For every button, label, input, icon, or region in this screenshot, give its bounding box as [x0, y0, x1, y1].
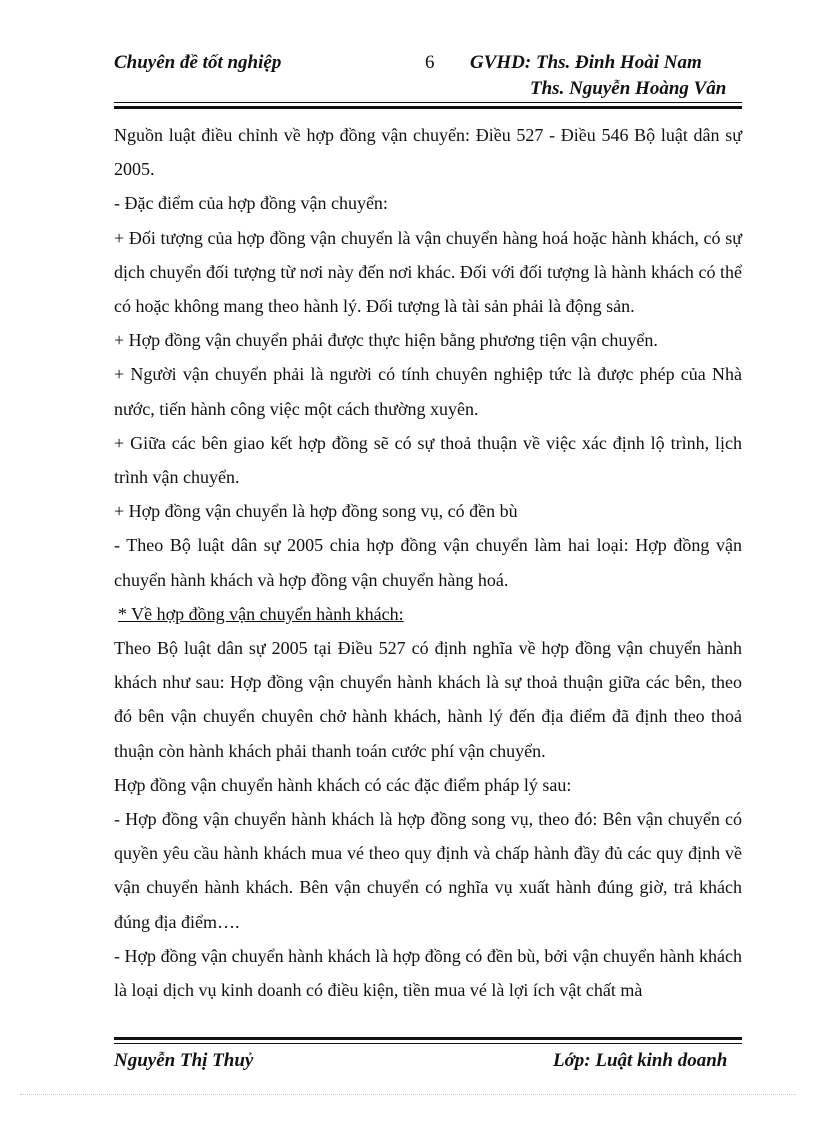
paragraph: + Hợp đồng vận chuyển là hợp đồng song vụ, có đền bù	[114, 501, 518, 522]
header-rule-thin	[114, 102, 742, 103]
advisor-line-1: GVHD: Ths. Đinh Hoài Nam	[470, 52, 702, 73]
paragraph: + Đối tượng của hợp đồng vận chuyển là vận chuyển hàng hoá hoặc hành khách, có sự dịch chuyển đối tượng từ nơi này đến nơi khác. Đối với đối tượng là hành khách có thể có hoặc không mang theo hành lý. Đối tượng là tài sản phải là động sản.	[114, 227, 742, 317]
paragraph: Hợp đồng vận chuyển hành khách có các đặc điểm pháp lý sau:	[114, 774, 572, 795]
section-heading-text: * Về hợp đồng vận chuyển hành khách:	[118, 603, 404, 624]
paragraph: + Giữa các bên giao kết hợp đồng sẽ có sự thoả thuận về việc xác định lộ trình, lịch trình vận chuyển.	[114, 432, 742, 488]
footer-rule-thick	[114, 1037, 742, 1040]
paragraph: Nguồn luật điều chỉnh về hợp đồng vận chuyển: Điều 527 - Điều 546 Bộ luật dân sự 2005.	[114, 125, 742, 180]
paragraph: - Theo Bộ luật dân sự 2005 chia hợp đồng vận chuyển làm hai loại: Hợp đồng vận chuyển hành khách và hợp đồng vận chuyển hàng hoá.	[114, 535, 742, 590]
paragraph: Theo Bộ luật dân sự 2005 tại Điều 527 có định nghĩa về hợp đồng vận chuyển hành khách như sau: Hợp đồng vận chuyển hành khách là sự thoả thuận giữa các bên, theo đó bên vận chuyển chuyên chở hành khách, hành lý đến địa điểm đã định theo thoả thuận còn hành khách phải thanh toán cước phí vận chuyển.	[114, 638, 742, 761]
advisor-line-2: Ths. Nguyễn Hoàng Vân	[530, 78, 727, 99]
body-text	[114, 118, 742, 1007]
section-heading	[114, 597, 742, 631]
paragraph: + Hợp đồng vận chuyển phải được thực hiện bằng phương tiện vận chuyển.	[114, 330, 658, 351]
document-title: Chuyên đề tốt nghiệp	[114, 52, 282, 73]
footer-author: Nguyễn Thị Thuỷ	[114, 1050, 254, 1071]
paragraph: - Đặc điểm của hợp đồng vận chuyển:	[114, 193, 388, 214]
paragraph: - Hợp đồng vận chuyển hành khách là hợp đồng song vụ, theo đó: Bên vận chuyển có quyền yêu cầu hành khách mua vé theo quy định và chấp hành đầy đủ các quy định về vận chuyển hành khách. Bên vận chuyển có nghĩa vụ xuất hành đúng giờ, trả khách đúng địa điểm….	[114, 809, 742, 932]
header-rule-thick	[114, 106, 742, 109]
footer-rule-thin	[114, 1043, 742, 1044]
paragraph: - Hợp đồng vận chuyển hành khách là hợp đồng có đền bù, bởi vận chuyển hành khách là loại dịch vụ kinh doanh có điều kiện, tiền mua vé là lợi ích vật chất mà	[114, 945, 742, 1001]
page-boundary-line	[20, 1094, 796, 1095]
footer-class: Lớp: Luật kinh doanh	[553, 1050, 728, 1071]
page-header	[0, 0, 816, 110]
page-number: 6	[425, 52, 435, 73]
paragraph: + Người vận chuyển phải là người có tính chuyên nghiệp tức là được phép của Nhà nước, tiến hành công việc một cách thường xuyên.	[114, 364, 742, 419]
